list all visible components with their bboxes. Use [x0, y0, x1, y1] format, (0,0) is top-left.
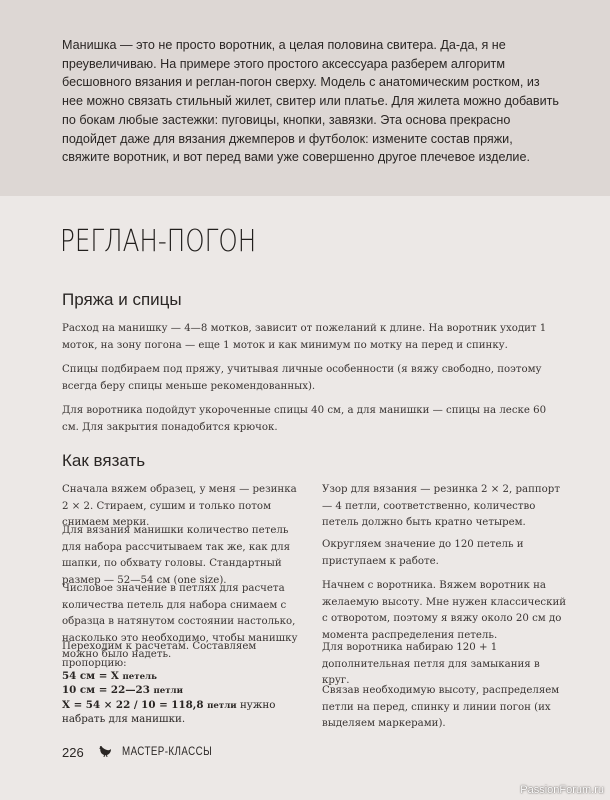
formula-line-3-unit: петли	[207, 700, 237, 711]
formula-line-3	[62, 699, 312, 727]
hen-icon	[98, 743, 112, 762]
intro-block	[0, 0, 610, 196]
how-right-paragraph-5: Связав необходимую высоту, распределяем петли на перед, спинку и линии погон (их выделяем маркерами).	[322, 685, 560, 730]
formula-line-3-main: X = 54 × 22 / 10 = 118,8	[62, 698, 208, 711]
formula-line-1	[62, 670, 312, 684]
how-left-paragraph-4: Переходим к расчетам. Составляем пропорцию:	[62, 641, 257, 669]
yarn-paragraph-1: Расход на манишку — 4—8 мотков, зависит от пожеланий к длине. На воротник уходит 1 моток, на зону погона — еще 1 моток и как минимум по мотку на перед и спинку.	[62, 323, 547, 351]
formula-line-3-note: нужно набрать для манишки.	[62, 698, 276, 726]
formula-line-2-main: 10 см = 22—23	[62, 684, 154, 697]
how-left-paragraph-3: Числовое значение в петлях для расчета количества петель для набора снимаем с образца в натянутом состоянии настолько, насколько это необходимо, чтобы манишку можно было надеть.	[62, 583, 298, 661]
formula-line-1-main: 54 см = X	[62, 670, 123, 682]
formula-line-1-unit: петель	[122, 672, 157, 682]
page-title: РЕГЛАН-ПОГОН	[60, 224, 257, 259]
how-right-paragraph-3: Начнем с воротника. Вяжем воротник на желаемую высоту. Мне нужен классический с отворотом, поэтому я вяжу около 20 см до момента распределения петель.	[322, 580, 567, 641]
watermark: PassionForum.ru	[520, 784, 604, 796]
how-right-paragraph-1: Узор для вязания — резинка 2 × 2, раппорт — 4 петли, соответственно, количество петель должно быть кратно четырем.	[322, 484, 560, 529]
how-left-paragraph-2: Для вязания манишки количество петель для набора рассчитываем так же, как для шапки, по обхвату головы. Стандартный размер — 52—54 см (one size).	[62, 525, 291, 586]
intro-text: Манишка — это не просто воротник, а целая половина свитера. Да-да, я не преувеличиваю. На примере этого простого аксессуара разберем алгоритм бесшовного вязания и реглан-погон сверху. Модель с анатомическим ростком, из нее можно связать стильный жилет, свитер или платье. Для жилета можно добавить по бокам любые застежки: пуговицы, кнопки, завязки. Эта основа прекрасно подойдет даже для вязания джемперов и футболок: измените состав пряжи, свяжите воротник, и вот перед вами уже совершенно другое плечевое изделие.	[62, 38, 559, 165]
section-name: МАСТЕР-КЛАССЫ	[121, 746, 212, 758]
how-heading: Как вязать	[62, 451, 146, 470]
page-number: 226	[62, 744, 84, 760]
how-right-paragraph-4: Для воротника набираю 120 + 1 дополнительная петля для замыкания в круг.	[322, 642, 540, 687]
page-footer	[62, 742, 228, 762]
formula-line-2-unit: петли	[153, 686, 183, 697]
yarn-paragraph-2: Спицы подбираем под пряжу, учитывая личные особенности (я вяжу свободно, поэтому всегда беру спицы меньше рекомендованных).	[62, 364, 542, 392]
how-left-paragraph-1: Сначала вяжем образец, у меня — резинка 2 × 2. Стираем, сушим и только потом снимаем мерки.	[62, 484, 297, 529]
how-right-paragraph-2: Округляем значение до 120 петель и приступаем к работе.	[322, 539, 524, 567]
yarn-paragraph-3: Для воротника подойдут укороченные спицы 40 см, а для манишки — спицы на леске 60 см. Для закрытия понадобится крючок.	[62, 405, 547, 433]
proportion-formula	[62, 670, 312, 727]
formula-line-2	[62, 684, 312, 698]
yarn-heading: Пряжа и спицы	[62, 290, 182, 309]
